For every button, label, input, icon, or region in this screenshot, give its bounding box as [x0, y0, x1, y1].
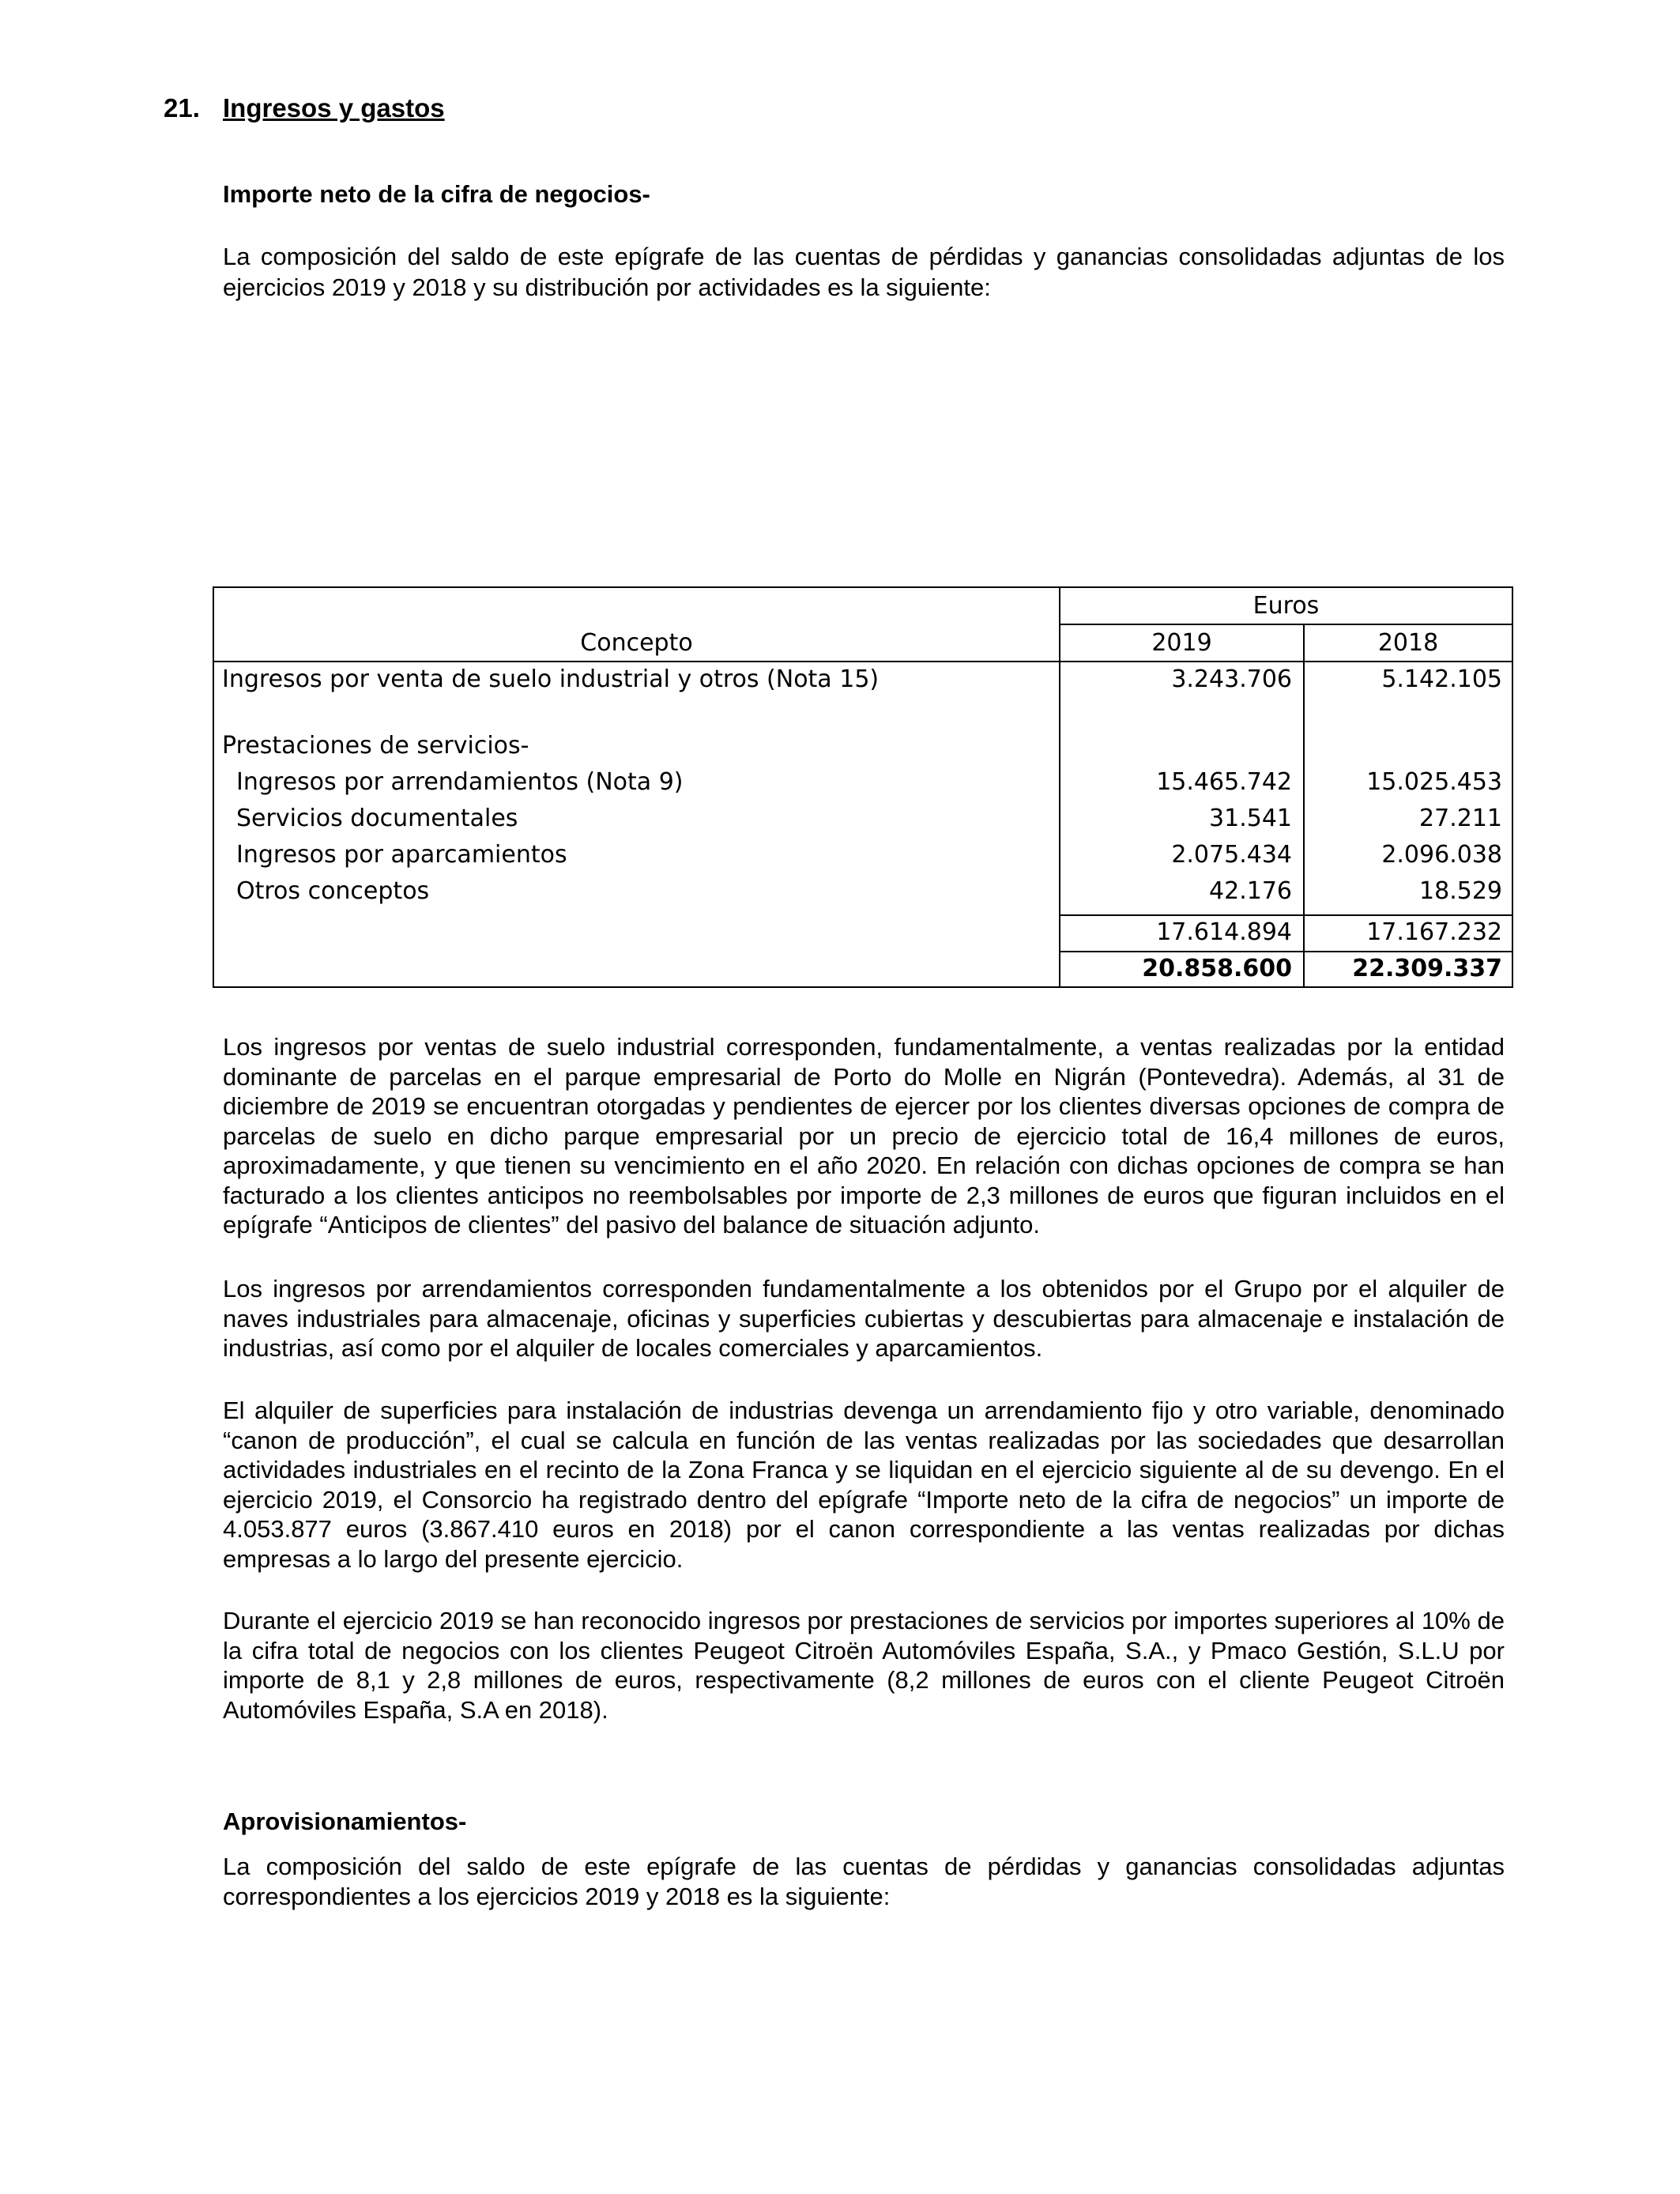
- table-cell-2019: 15.465.742: [1156, 768, 1292, 796]
- revenue-intro: La composición del saldo de este epígrafe de las cuentas de pérdidas y ganancias consolidadas adjuntas de los ejercicios 2019 y 2018 y su distribución por actividades es la siguiente:: [223, 243, 1505, 301]
- table-cell-2018: 15.025.453: [1366, 768, 1502, 796]
- section-number: 21.: [164, 93, 200, 123]
- concept-header: Concepto: [580, 629, 693, 657]
- table-row-label: Ingresos por arrendamientos (Nota 9): [236, 768, 684, 796]
- subtotal-2018: 17.167.232: [1366, 918, 1502, 946]
- paragraph-production-fee: El alquiler de superficies para instalación de industrias devenga un arrendamiento fijo y otro variable, denominado “canon de producción”, el cual se calcula en función de las ventas realizadas por las sociedades que desarrollan actividades industriales en el recinto de la Zona Franca y se liquidan en el ejercicio siguiente al de su devengo. En el ejercicio 2019, el Consorcio ha registrado dentro del epígrafe “Importe neto de la cifra de negocios” un importe de 4.053.877 euros (3.867.410 euros en 2018) por el canon correspondiente a las ventas realizadas por dichas empresas a lo largo del presente ejercicio.: [223, 1397, 1505, 1573]
- paragraph-leases: Los ingresos por arrendamientos corresponden fundamentalmente a los obtenidos por el Grupo por el alquiler de naves industriales para almacenaje, oficinas y superficies cubiertas y descubiertas para almacenaje e instalación de industrias, así como por el alquiler de locales comerciales y aparcamientos.: [223, 1275, 1505, 1362]
- table-cell-2019: 31.541: [1209, 805, 1292, 832]
- table-row-label: Otros conceptos: [236, 877, 430, 905]
- table-cell-2018: 5.142.105: [1381, 665, 1502, 693]
- revenue-table: [213, 586, 1513, 988]
- table-row-label: Ingresos por aparcamientos: [236, 841, 567, 869]
- table-row-label: Ingresos por venta de suelo industrial y otros (Nota 15): [222, 665, 880, 693]
- year-2018-header: 2018: [1377, 629, 1439, 657]
- euros-header: Euros: [1252, 592, 1320, 620]
- table-cell-2018: 18.529: [1419, 877, 1502, 905]
- table-cell-2019: 42.176: [1209, 877, 1292, 905]
- paragraph-land-sales: Los ingresos por ventas de suelo industrial corresponden, fundamentalmente, a ventas realizadas por la entidad dominante de parcelas en el parque empresarial de Porto do Molle en Nigrán (Pontevedra). Además, al 31 de diciembre de 2019 se encuentran otorgadas y pendientes de ejercer por los clientes diversas opciones de compra de parcelas de suelo en dicho parque empresarial por un precio de ejercicio total de 16,4 millones de euros, aproximadamente, y que tienen su vencimiento en el año 2020. En relación con dichas opciones de compra se han facturado a los clientes anticipos no reembolsables por importe de 2,3 millones de euros que figuran incluidos en el epígrafe “Anticipos de clientes” del pasivo del balance de situación adjunto.: [223, 1033, 1505, 1238]
- table-cell-2019: 3.243.706: [1171, 665, 1292, 693]
- supplies-intro: La composición del saldo de este epígrafe de las cuentas de pérdidas y ganancias consolidadas adjuntas correspondientes a los ejercicios 2019 y 2018 es la siguiente:: [223, 1853, 1505, 1910]
- subtotal-2019: 17.614.894: [1156, 918, 1292, 946]
- section-title-text: Ingresos y gastos: [223, 93, 445, 123]
- table-cell-2019: 2.075.434: [1171, 841, 1292, 869]
- supplies-heading: Aprovisionamientos-: [223, 1808, 467, 1835]
- paragraph-major-clients: Durante el ejercicio 2019 se han reconocido ingresos por prestaciones de servicios por importes superiores al 10% de la cifra total de negocios con los clientes Peugeot Citroën Automóviles España, S.A., y Pmaco Gestión, S.L.U por importe de 8,1 y 2,8 millones de euros, respectivamente (8,2 millones de euros con el cliente Peugeot Citroën Automóviles España, S.A en 2018).: [223, 1607, 1505, 1724]
- year-2019-header: 2019: [1151, 629, 1212, 657]
- section-title: [164, 93, 445, 123]
- table-row-label: Prestaciones de servicios-: [222, 732, 529, 760]
- revenue-heading: Importe neto de la cifra de negocios-: [223, 180, 650, 208]
- table-row-label: Servicios documentales: [236, 805, 518, 832]
- table-cell-2018: 27.211: [1419, 805, 1502, 832]
- total-2019: 20.858.600: [1142, 955, 1292, 982]
- total-2018: 22.309.337: [1352, 955, 1502, 982]
- table-cell-2018: 2.096.038: [1381, 841, 1502, 869]
